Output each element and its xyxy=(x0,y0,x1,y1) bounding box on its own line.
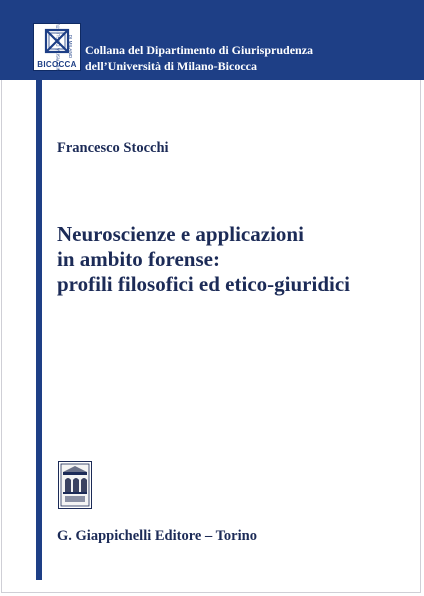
publisher-name: G. Giappichelli Editore – Torino xyxy=(57,528,257,544)
publisher-logo xyxy=(58,461,92,509)
logo-side-text: UNIVERSITÀ DEGLI STUDI xyxy=(55,17,61,76)
series-line-1: Collana del Dipartimento di Giurisprudenza xyxy=(85,43,314,57)
title-line-2: in ambito forense: xyxy=(57,247,220,271)
logo-side-text-right: DI MILANO xyxy=(67,34,73,59)
series-line-2: dell’Università di Milano-Bicocca xyxy=(85,59,257,73)
book-title xyxy=(57,222,397,297)
author-name: Francesco Stocchi xyxy=(57,140,169,156)
courtyard-arches-icon xyxy=(59,462,91,508)
logo-word: BICOCCA xyxy=(37,60,77,69)
left-accent-bar xyxy=(36,80,42,580)
series-logo xyxy=(33,17,81,76)
title-line-1: Neuroscienze e applicazioni xyxy=(57,222,304,246)
series-title xyxy=(85,42,313,74)
title-line-3: profili filosofici ed etico-giuridici xyxy=(57,272,350,296)
